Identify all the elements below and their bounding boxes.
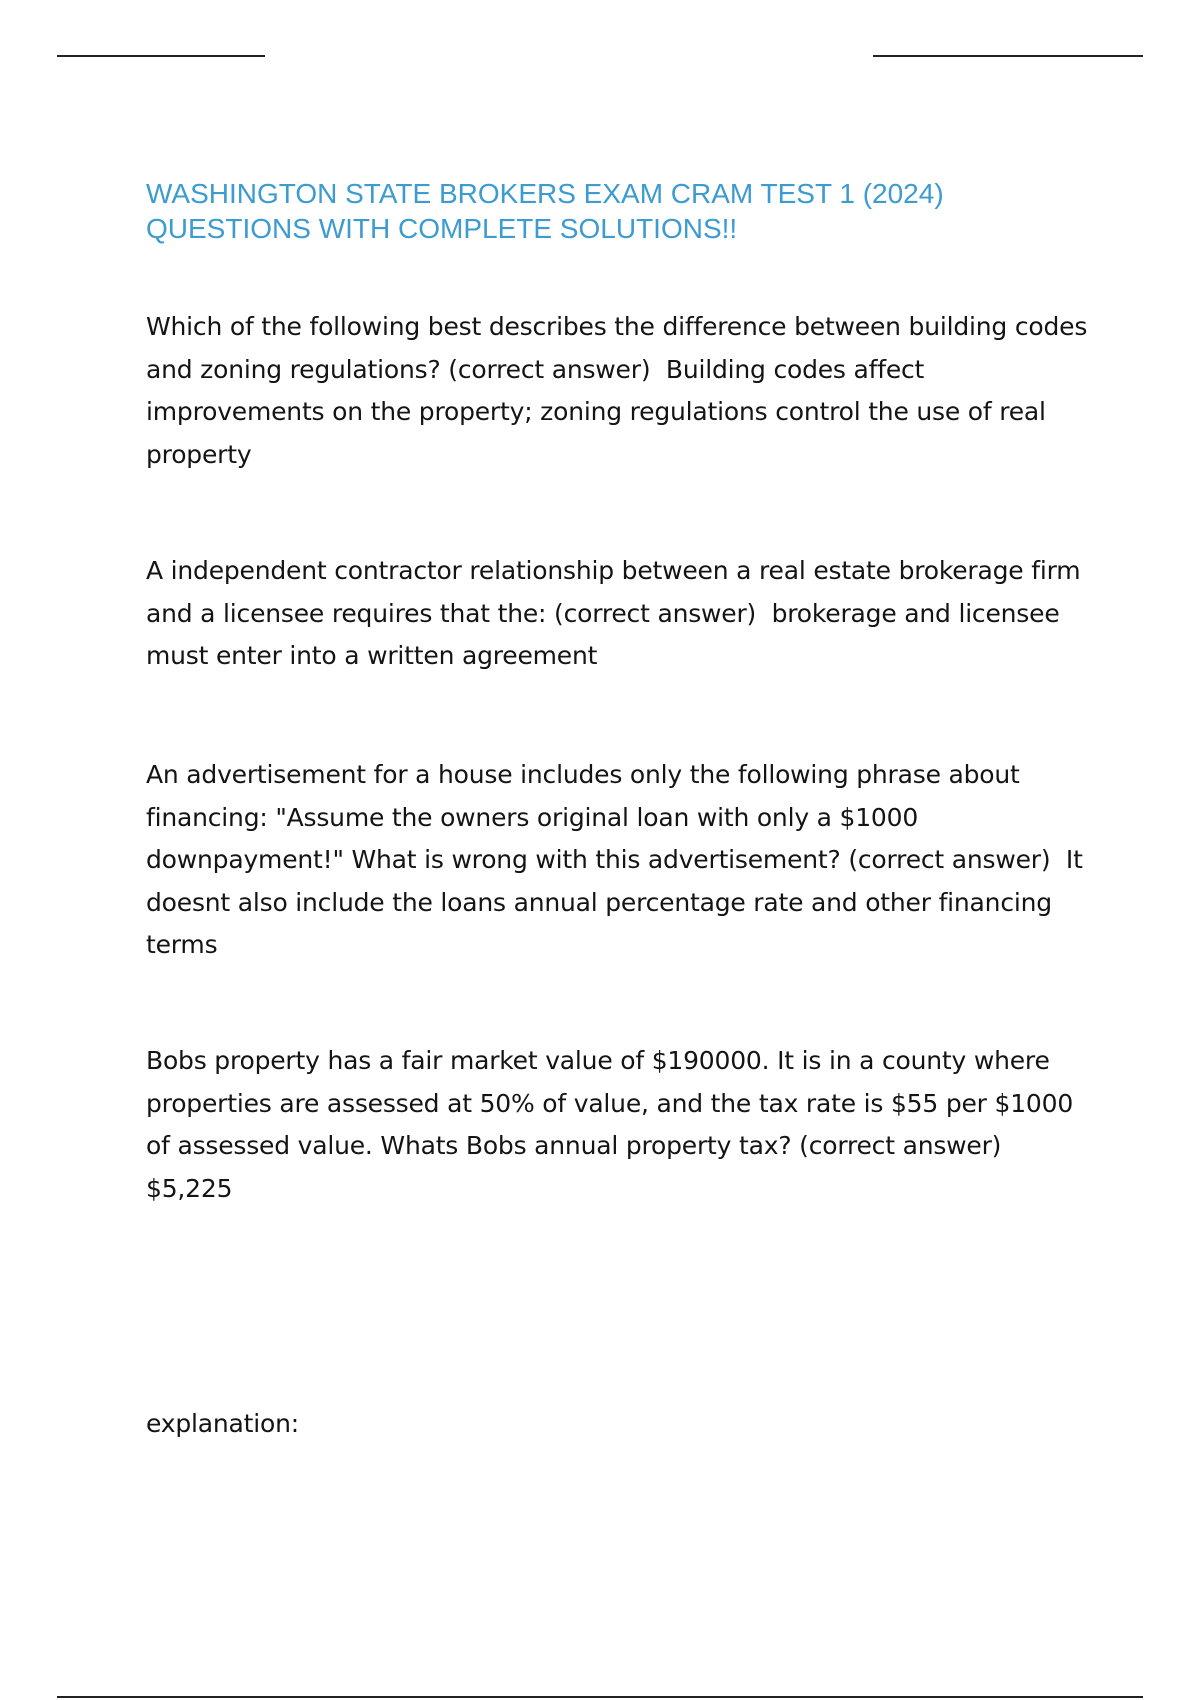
question-text: An advertisement for a house includes only the following phrase about financing: "Assume the owners original loan with only a $1000 downpayment!" What is wrong with this advertisement? [146, 760, 1020, 874]
answer-text: $5,225 [146, 1173, 233, 1203]
answer-tag: (correct answer) [799, 1131, 1002, 1160]
qa-item-2 [146, 550, 1096, 678]
header-rule-left [57, 55, 265, 57]
document-title: WASHINGTON STATE BROKERS EXAM CRAM TEST 1 (2024) QUESTIONS WITH COMPLETE SOLUTIONS!! [146, 178, 944, 244]
answer-text: Building codes affect improvements on the property; zoning regulations control the use of real property [146, 354, 1046, 469]
answer-tag: (correct answer) [848, 845, 1051, 874]
question-text: Bobs property has a fair market value of $190000. It is in a county where properties are assessed at 50% of value, and the tax rate is $55 per $1000 of assessed value. Whats Bobs annual property tax? [146, 1046, 1074, 1160]
qa-item-1 [146, 306, 1096, 476]
question-text: Which of the following best describes the difference between building codes and zoning regulations? [146, 312, 1088, 384]
answer-text: brokerage and licensee must enter into a written agreement [146, 598, 1060, 670]
answer-tag: (correct answer) [554, 598, 757, 628]
qa-item-3 [146, 754, 1096, 967]
footer-rule [57, 1696, 1143, 1698]
explanation-label: explanation: [146, 1409, 299, 1438]
qa-item-4 [146, 1040, 1096, 1210]
header-rule-right [873, 55, 1143, 57]
question-text: A independent contractor relationship between a real estate brokerage firm and a licensee requires that the: [146, 556, 1081, 628]
answer-text: It doesnt also include the loans annual percentage rate and other financing terms [146, 845, 1083, 959]
answer-tag: (correct answer) [448, 354, 651, 384]
